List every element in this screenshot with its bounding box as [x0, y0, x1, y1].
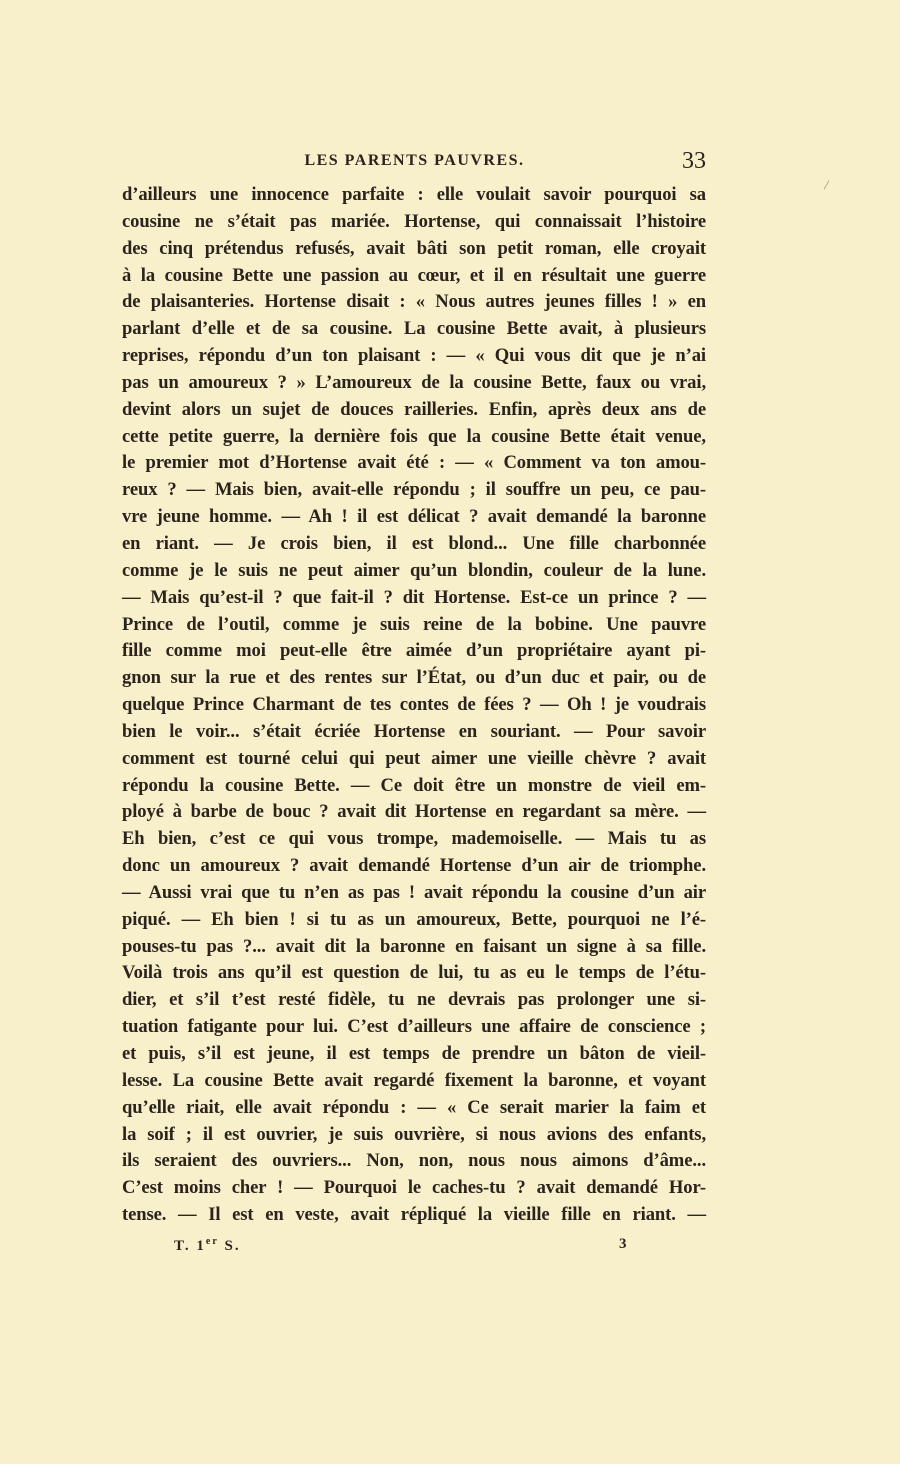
text-line: la soif ; il est ouvrier, je suis ouvrière, si nous avions des enfants, — [122, 1123, 706, 1145]
gathering-number: 3 — [619, 1236, 627, 1252]
text-line: des cinq prétendus refusés, avait bâti son petit roman, elle croyait — [122, 237, 706, 259]
text-line: de plaisanteries. Hortense disait : « Nous autres jeunes filles ! » en — [122, 291, 706, 313]
text-line: donc un amoureux ? avait demandé Hortense d’un air de triomphe. — [122, 855, 706, 877]
text-line: cette petite guerre, la dernière fois que la cousine Bette était venue, — [122, 425, 706, 447]
text-line: bien le voir... s’était écriée Hortense en souriant. — Pour savoir — [122, 720, 706, 742]
paper-blemish — [824, 180, 830, 189]
text-line: à la cousine Bette une passion au cœur, et il en résultait une guerre — [122, 264, 706, 286]
text-line: quelque Prince Charmant de tes contes de fées ? — Oh ! je voudrais — [122, 694, 706, 716]
text-line: cousine ne s’était pas mariée. Hortense, qui connaissait l’histoire — [122, 210, 706, 232]
text-line: le premier mot d’Hortense avait été : — « Comment va ton amou- — [122, 452, 706, 474]
text-line: vre jeune homme. — Ah ! il est délicat ? avait demandé la baronne — [122, 506, 706, 528]
text-line: parlant d’elle et de sa cousine. La cousine Bette avait, à plusieurs — [122, 318, 706, 340]
text-line: reprises, répondu d’un ton plaisant : — « Qui vous dit que je n’ai — [122, 345, 706, 367]
text-line: Prince de l’outil, comme je suis reine de la bobine. Une pauvre — [122, 613, 706, 635]
text-line: ils seraient des ouvriers... Non, non, nous nous aimons d’âme... — [122, 1150, 706, 1172]
text-line: C’est moins cher ! — Pourquoi le caches-tu ? avait demandé Hor- — [122, 1177, 706, 1199]
body-text — [122, 182, 706, 1229]
page-number: 33 — [682, 148, 706, 174]
text-line: fille comme moi peut-elle être aimée d’un propriétaire ayant pi- — [122, 640, 706, 662]
text-line: qu’elle riait, elle avait répondu : — « Ce serait marier la faim et — [122, 1096, 706, 1118]
running-title: LES PARENTS PAUVRES. — [304, 152, 525, 169]
text-line: tuation fatigante pour lui. C’est d’ailleurs une affaire de conscience ; — [122, 1016, 706, 1038]
text-line: comment est tourné celui qui peut aimer une vieille chèvre ? avait — [122, 747, 706, 769]
text-line: devint alors un sujet de douces railleries. Enfin, après deux ans de — [122, 398, 706, 420]
text-line: d’ailleurs une innocence parfaite : elle voulait savoir pourquoi sa — [122, 184, 706, 205]
signature-mark — [174, 1236, 241, 1255]
text-line: reux ? — Mais bien, avait-elle répondu ; il souffre un peu, ce pau- — [122, 479, 706, 501]
text-line: Voilà trois ans qu’il est question de lui, tu as eu le temps de l’étu- — [122, 962, 706, 984]
text-line: en riant. — Je crois bien, il est blond... Une fille charbonnée — [122, 532, 706, 554]
text-line: répondu la cousine Bette. — Ce doit être un monstre de vieil em- — [122, 774, 706, 796]
text-line: — Aussi vrai que tu n’en as pas ! avait répondu la cousine d’un air — [122, 881, 706, 903]
page-footer — [122, 1236, 706, 1260]
signature-suffix: S. — [218, 1238, 241, 1254]
signature-prefix: T. 1 — [174, 1238, 206, 1254]
text-line: pas un amoureux ? » L’amoureux de la cousine Bette, faux ou vrai, — [122, 371, 706, 393]
text-line: et puis, s’il est jeune, il est temps de prendre un bâton de vieil- — [122, 1043, 706, 1064]
text-line: — Mais qu’est-il ? que fait-il ? dit Hortense. Est-ce un prince ? — — [122, 586, 706, 608]
text-line: ployé à barbe de bouc ? avait dit Hortense en regardant sa mère. — — [122, 801, 706, 823]
text-line: pouses-tu pas ?... avait dit la baronne en faisant un signe à sa fille. — [122, 935, 706, 957]
page-header — [123, 150, 706, 178]
text-line: tense. — Il est en veste, avait répliqué la vieille fille en riant. — — [122, 1204, 706, 1226]
text-line: comme je le suis ne peut aimer qu’un blondin, couleur de la lune. — [122, 559, 706, 581]
text-line: dier, et s’il t’est resté fidèle, tu ne devrais pas prolonger une si- — [122, 989, 706, 1011]
text-line: piqué. — Eh bien ! si tu as un amoureux, Bette, pourquoi ne l’é- — [122, 908, 706, 930]
text-line: lesse. La cousine Bette avait regardé fixement la baronne, et voyant — [122, 1069, 706, 1091]
text-line: gnon sur la rue et des rentes sur l’État, ou d’un duc et pair, ou de — [122, 667, 706, 689]
signature-sup: er — [205, 1236, 219, 1247]
text-line: Eh bien, c’est ce qui vous trompe, mademoiselle. — Mais tu as — [122, 828, 706, 850]
